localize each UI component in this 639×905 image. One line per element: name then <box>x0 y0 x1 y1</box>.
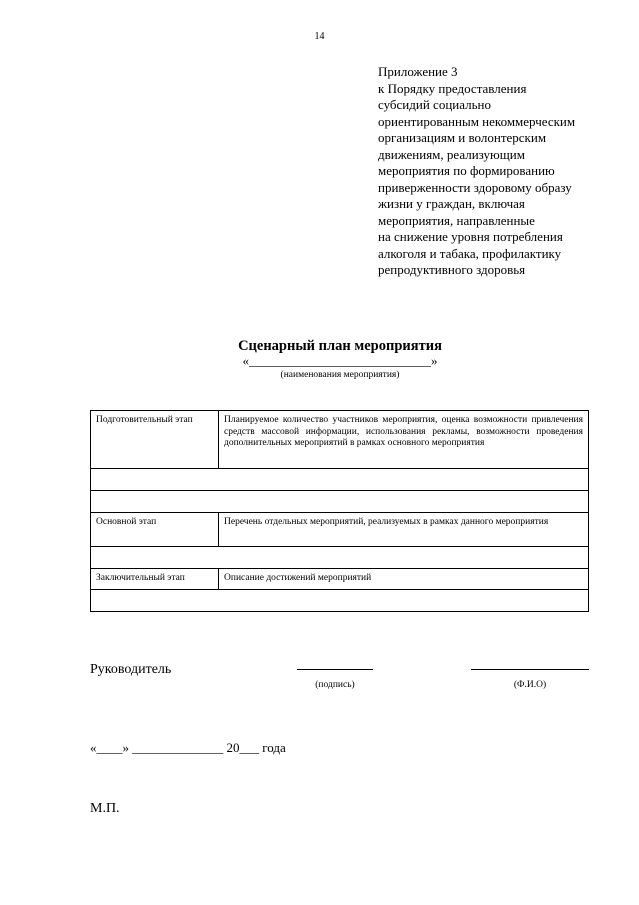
table-row-empty <box>91 469 589 491</box>
date-line: «____» ______________ 20___ года <box>90 740 286 755</box>
scenario-plan-table <box>90 410 589 612</box>
table-row-empty <box>91 491 589 513</box>
appendix-header <box>378 64 618 279</box>
appendix-line: приверженности здоровому образу <box>378 179 572 195</box>
document-title: Сценарный план мероприятия <box>238 338 442 354</box>
table-row <box>91 569 589 590</box>
appendix-line: субсидий социально <box>378 97 491 112</box>
empty-cell <box>91 589 589 611</box>
stage-cell: Основной этап <box>91 513 219 547</box>
fio-caption: (Ф.И.О) <box>513 680 547 690</box>
appendix-line: движениям, реализующим <box>378 146 525 162</box>
appendix-line: Приложение 3 <box>378 64 458 79</box>
signature-line <box>297 669 373 670</box>
table-row-empty <box>91 547 589 569</box>
description-cell: Описание достижений мероприятий <box>219 569 589 590</box>
appendix-line: мероприятия по формированию <box>378 163 555 178</box>
appendix-line: репродуктивного здоровья <box>378 262 526 277</box>
appendix-line: на снижение уровня потребления <box>378 229 563 244</box>
appendix-line: к Порядку предоставления <box>378 80 527 96</box>
event-name-field: «____________________________» <box>242 353 438 368</box>
description-cell: Перечень отдельных мероприятий, реализуемых в рамках данного мероприятия <box>219 513 589 547</box>
signature-caption: (подпись) <box>315 680 355 690</box>
appendix-line: алкоголя и табака, профилактику <box>378 245 562 261</box>
appendix-line: ориентированным некоммерческим <box>378 113 576 129</box>
stage-cell: Подготовительный этап <box>91 411 219 469</box>
table-row <box>91 411 589 469</box>
manager-label: Руководитель <box>90 662 172 677</box>
stage-cell: Заключительный этап <box>91 569 219 590</box>
stamp-label: М.П. <box>90 801 120 816</box>
appendix-line: организациям и волонтерским <box>378 130 547 145</box>
fio-line <box>471 669 589 670</box>
empty-cell <box>91 469 589 491</box>
event-name-caption: (наименования мероприятия) <box>280 370 400 380</box>
description-cell: Планируемое количество участников мероприятия, оценка возможности привлечения средств массовой информации, использования рекламы, возможности проведения дополнительных мероприятий в рамках основного мероприятия <box>219 411 589 469</box>
table-row <box>91 513 589 547</box>
table-row-empty <box>91 589 589 611</box>
appendix-line: жизни у граждан, включая <box>378 196 525 211</box>
empty-cell <box>91 491 589 513</box>
empty-cell <box>91 547 589 569</box>
appendix-line: мероприятия, направленные <box>378 212 535 228</box>
page-number: 14 <box>314 31 325 42</box>
